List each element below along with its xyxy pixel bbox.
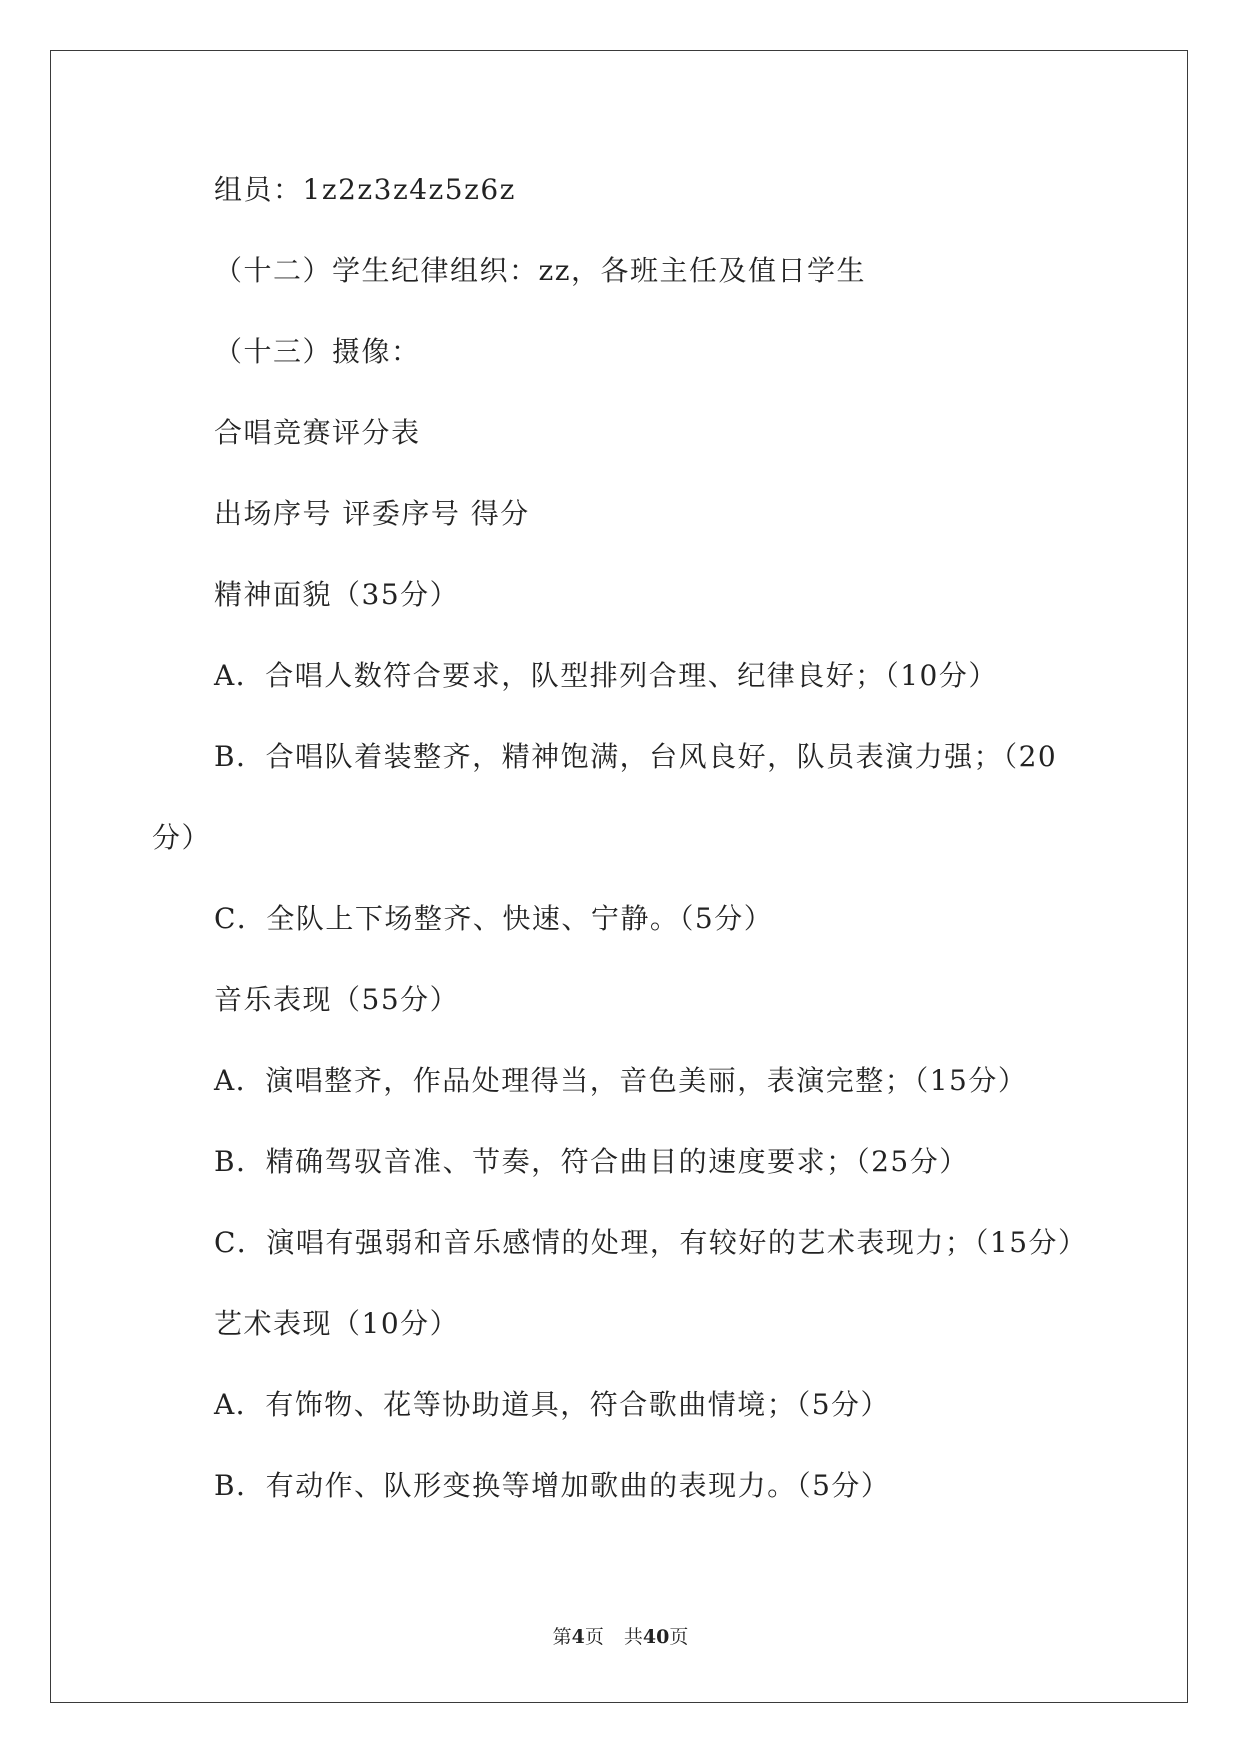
text-line-section-music: 音乐表现（55分） (214, 983, 460, 1016)
text-line-music-b: B．精确驾驭音准、节奏，符合曲目的速度要求；（25分） (214, 1145, 969, 1178)
footer-total-suffix: 页 (669, 1626, 689, 1648)
text-line-section-art: 艺术表现（10分） (214, 1307, 460, 1340)
footer-page-suffix: 页 (584, 1626, 604, 1648)
footer-page-prefix: 第 (552, 1626, 572, 1648)
text-line-music-a: A．演唱整齐，作品处理得当，音色美丽，表演完整；（15分） (214, 1064, 1028, 1097)
text-line-discipline: （十二）学生纪律组织：zz，各班主任及值日学生 (214, 254, 867, 287)
text-line-spirit-b: B．合唱队着装整齐，精神饱满，台风良好，队员表演力强；（20 (214, 740, 1058, 773)
text-line-spirit-b-cont: 分） (152, 821, 212, 854)
footer-total-pages: 40 (642, 1626, 670, 1648)
text-line-art-b: B．有动作、队形变换等增加歌曲的表现力。（5分） (214, 1469, 891, 1502)
text-line-score-table-title: 合唱竞赛评分表 (214, 416, 421, 449)
footer-total-prefix: 共 (623, 1626, 643, 1648)
text-line-section-spirit: 精神面貌（35分） (214, 578, 460, 611)
text-line-spirit-c: C．全队上下场整齐、快速、宁静。（5分） (214, 902, 774, 935)
document-body (152, 170, 1102, 1547)
text-line-camera: （十三）摄像： (214, 335, 421, 368)
text-line-spirit-a: A．合唱人数符合要求，队型排列合理、纪律良好；（10分） (214, 659, 998, 692)
text-line-music-c: C．演唱有强弱和音乐感情的处理，有较好的艺术表现力；（15分） (214, 1226, 1088, 1259)
text-line-art-a: A．有饰物、花等协助道具，符合歌曲情境；（5分） (214, 1388, 891, 1421)
page-footer (0, 1622, 1241, 1649)
text-line-table-header: 出场序号 评委序号 得分 (214, 497, 530, 530)
text-line-members: 组员：1z2z3z4z5z6z (214, 173, 516, 206)
footer-page-number: 4 (571, 1626, 585, 1648)
